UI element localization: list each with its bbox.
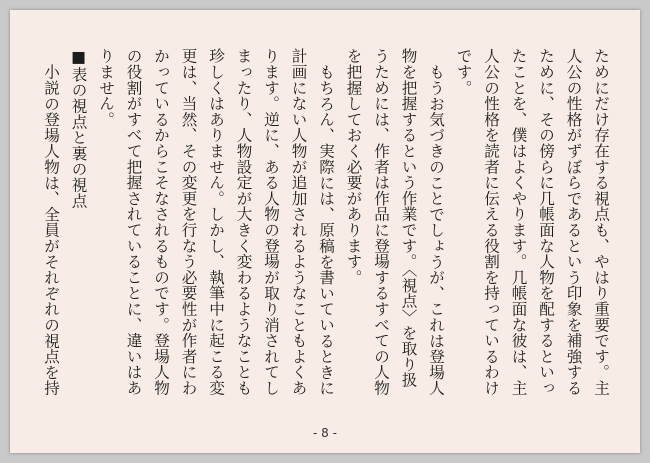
paragraph-1: ためにだけ存在する視点も、やはり重要です。主人公の性格がずぼらであるという印象を補強するために、その傍らに几帳面な人物を配するといったことを、僕はよくやります。几帳面な彼は、主人公の性格を読者に伝える役割を持っているわけです。: [454, 48, 610, 396]
paragraph-4: 小説の登場人物は、全員がそれぞれの視点を持: [42, 63, 60, 396]
page-number: - 8 -: [313, 426, 337, 440]
paragraph-3: もちろん、実際には、原稿を書いているときに計画にない人物が追加されるようなこともよくあります。逆に、ある人物の登場が取り消されてしまったり、人物設定が大きく変わるようなことも珍しくはありません。しかし、執筆中に起こる変更は、当然、その変更を行なう必要性が作者にわかっているからこそなされるものです。登場人物の役割がすべて把握されていることに、違いはありません。: [97, 48, 335, 396]
book-page: [10, 10, 640, 453]
paragraph-2: もうお気づきのことでしょうが、これは登場人物を把握するという作業です。〈視点〉を取り扱うためには、作者は作品に登場するすべての人物を把握しておく必要があります。: [344, 48, 445, 396]
section-heading: ■表の視点と裏の視点: [69, 48, 88, 209]
vertical-text-body: [42, 48, 614, 400]
